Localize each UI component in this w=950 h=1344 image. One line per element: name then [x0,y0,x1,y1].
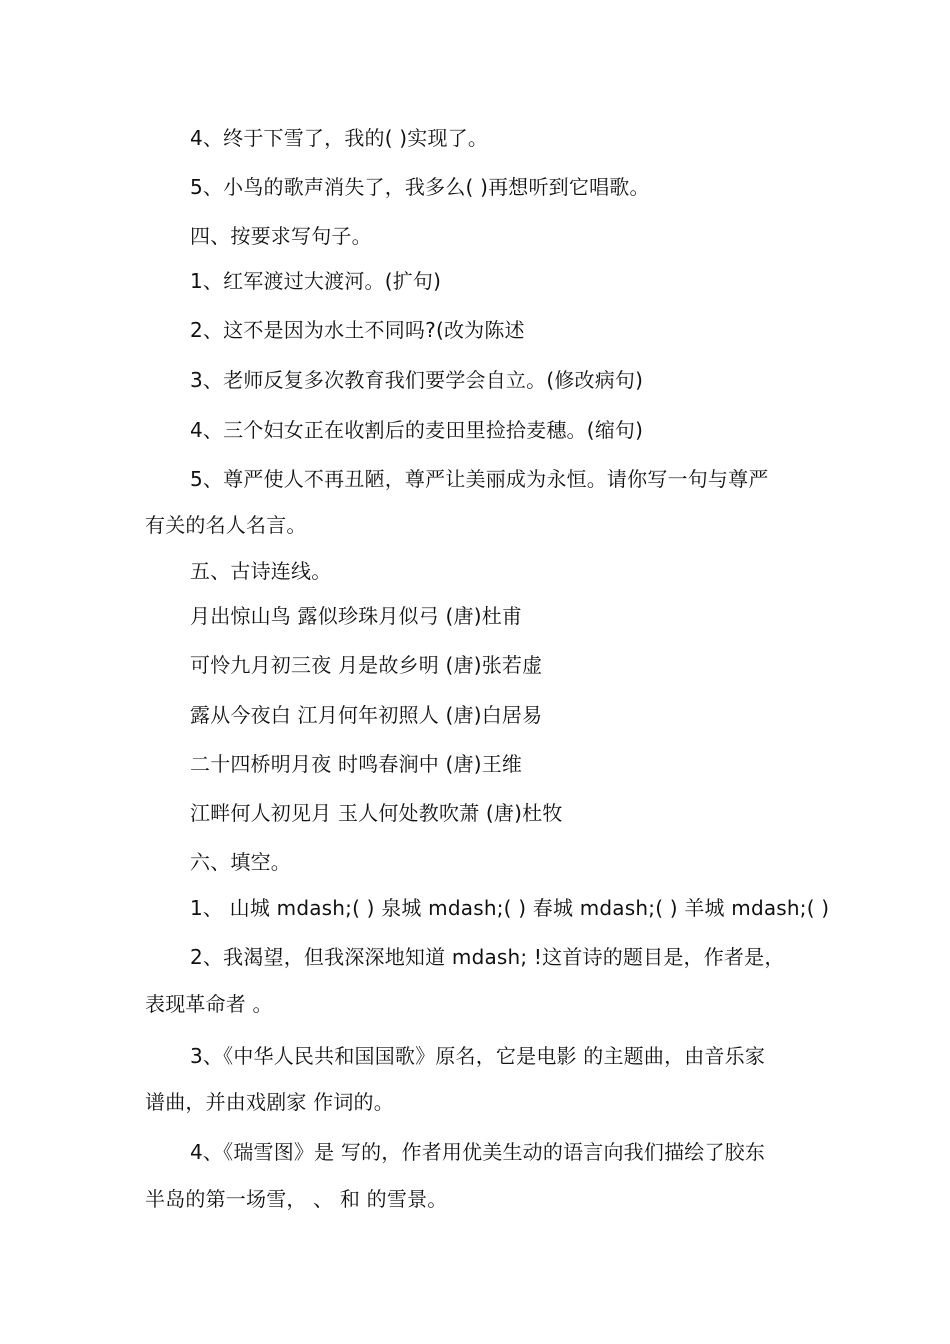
section-heading: 四、按要求写句子。 [190,224,372,248]
text-line-continuation: 谱曲，并由戏剧家 作词的。 [145,1090,394,1114]
poem-line: 月出惊山鸟 露似珍珠月似弓 (唐)杜甫 [190,604,523,628]
text-line: 5、小鸟的歌声消失了，我多么( )再想听到它唱歌。 [190,175,650,199]
text-line-continuation: 表现革命者 。 [145,992,273,1016]
text-line: 4、终于下雪了，我的( )实现了。 [190,126,489,150]
text-line-continuation: 半岛的第一场雪， 、 和 的雪景。 [145,1187,448,1211]
text-line: 1、红军渡过大渡河。(扩句) [190,269,442,293]
text-line: 5、尊严使人不再丑陋，尊严让美丽成为永恒。请你写一句与尊严 [190,467,769,491]
text-line-continuation: 有关的名人名言。 [145,513,307,537]
poem-line: 露从今夜白 江月何年初照人 (唐)白居易 [190,703,543,727]
poem-line: 二十四桥明月夜 时鸣春涧中 (唐)王维 [190,752,523,776]
text-line: 1、 山城 mdash;( ) 泉城 mdash;( ) 春城 mdash;( ) 羊城 mdash;( ) [190,896,830,920]
section-heading: 六、填空。 [190,850,291,874]
text-line: 3、老师反复多次教育我们要学会自立。(修改病句) [190,368,644,392]
text-line: 2、这不是因为水土不同吗?(改为陈述 [190,318,525,342]
poem-line: 江畔何人初见月 玉人何处教吹萧 (唐)杜牧 [190,801,563,825]
text-line: 2、我渴望，但我深深地知道 mdash; !这首诗的题目是，作者是， [190,945,785,969]
text-line: 4、三个妇女正在收割后的麦田里捡拾麦穗。(缩句) [190,418,644,442]
text-line: 3、《中华人民共和国国歌》原名，它是电影 的主题曲，由音乐家 [190,1044,766,1068]
text-line: 4、《瑞雪图》是 写的，作者用优美生动的语言向我们描绘了胶东 [190,1140,766,1164]
poem-line: 可怜九月初三夜 月是故乡明 (唐)张若虚 [190,653,543,677]
section-heading: 五、古诗连线。 [190,559,332,583]
